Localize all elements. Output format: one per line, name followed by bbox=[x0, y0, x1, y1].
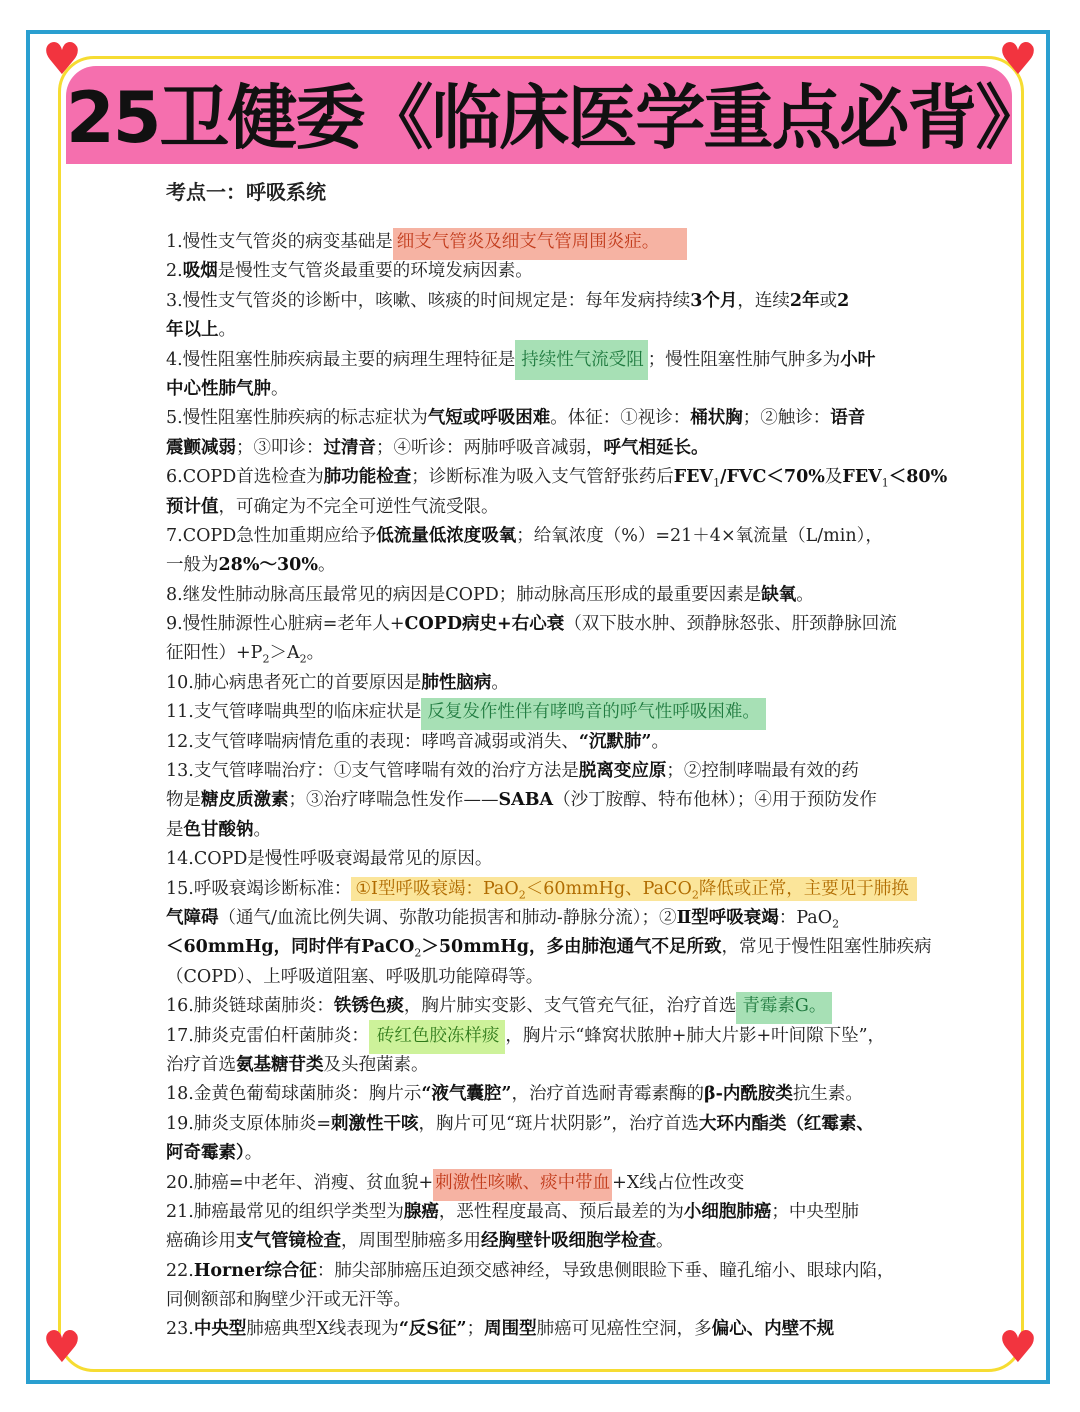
note-line: 20.肺癌=中老年、消瘦、贫血貌+ 刺激性咳嗽、痰中带血 +X线占位性改变 bbox=[166, 1169, 952, 1198]
note-line: 预计值，可确定为不完全可逆性气流受限。 bbox=[166, 496, 499, 517]
note-line: 3.慢性支气管炎的诊断中，咳嗽、咳痰的时间规定是：每年发病持续3个月，连续2年或2 bbox=[166, 290, 850, 311]
heart-icon: ♥ bbox=[42, 34, 82, 85]
note-line: 22.Horner综合征：肺尖部肺癌压迫颈交感神经，导致患侧眼睑下垂、瞳孔缩小、眼球内陷， bbox=[166, 1260, 895, 1281]
highlight-green: 反复发作性伴有哮鸣音的呼气性呼吸困难。 bbox=[421, 698, 766, 730]
note-line: （COPD）、上呼吸道阻塞、呼吸肌功能障碍等。 bbox=[166, 966, 544, 987]
highlight-green: 青霉素G。 bbox=[736, 992, 832, 1024]
note-line: 19.肺炎支原体肺炎=刺激性干咳，胸片可见“斑片状阴影”，治疗首选大环内酯类（红霉素、 bbox=[166, 1113, 874, 1134]
note-line: 10.肺心病患者死亡的首要原因是肺性脑病。 bbox=[166, 672, 509, 693]
section-title: 考点一：呼吸系统 bbox=[166, 180, 326, 204]
note-line: 6.COPD首选检查为肺功能检查；诊断标准为吸入支气管舒张药后$FEV_1/FVC<70\%$及$FEV_1<80\%$ bbox=[166, 467, 948, 490]
note-line: 17.肺炎克雷伯杆菌肺炎： 砖红色胶冻样痰 ，胸片示“蜂窝状脓肿+肺大片影+叶间隙下坠”， bbox=[166, 1022, 952, 1051]
note-line: 11.支气管哮喘典型的临床症状是 反复发作性伴有哮鸣音的呼气性呼吸困难。 bbox=[166, 698, 952, 727]
note-line: 7.COPD急性加重期应给予低流量低浓度吸氧；给氧浓度（%）=21＋4×氧流量（L/min）， bbox=[166, 525, 883, 546]
note-line: 2.吸烟是慢性支气管炎最重要的环境发病因素。 bbox=[166, 261, 533, 282]
note-line: 15.呼吸衰竭诊断标准： ①Ⅰ型呼吸衰竭：PaO$_2$＜60mmHg、PaCO$_2$降低或正常，主要见于肺换 bbox=[166, 875, 952, 904]
note-line: ＜60mmHg，同时伴有PaCO$_2$＞50mmHg，多由肺泡通气不足所致，常见于慢性阻塞性肺疾病 bbox=[166, 937, 932, 960]
heart-icon: ♥ bbox=[998, 34, 1038, 85]
note-line: 阿奇霉素）。 bbox=[166, 1143, 263, 1164]
note-line: 18.金黄色葡萄球菌肺炎：胸片示“液气囊腔”，治疗首选耐青霉素酶的β-内酰胺类抗生素。 bbox=[166, 1084, 863, 1105]
heart-icon: ♥ bbox=[42, 1322, 82, 1373]
highlight-yellow: ①Ⅰ型呼吸衰竭：PaO$_2$＜60mmHg、PaCO$_2$降低或正常，主要见于肺换 bbox=[351, 877, 916, 901]
note-line: 8.继发性肺动脉高压最常见的病因是COPD；肺动脉高压形成的最重要因素是缺氧。 bbox=[166, 584, 814, 605]
note-line: 震颤减弱；③叩诊：过清音；④听诊：两肺呼吸音减弱，呼气相延长。 bbox=[166, 437, 709, 458]
note-line: 21.肺癌最常见的组织学类型为腺癌，恶性程度最高、预后最差的为小细胞肺癌；中央型肺 bbox=[166, 1201, 859, 1222]
note-line: 气障碍（通气/血流比例失调、弥散功能损害和肺动-静脉分流）；②Ⅱ型呼吸衰竭：PaO$_2$ bbox=[166, 907, 840, 931]
highlight-red: 刺激性咳嗽、痰中带血 bbox=[433, 1169, 612, 1201]
note-line: 年以上。 bbox=[166, 320, 236, 341]
page-title: 25卫健委《临床医学重点必背》 bbox=[66, 77, 1044, 159]
note-line: 治疗首选氨基糖苷类及头孢菌素。 bbox=[166, 1054, 429, 1075]
note-line: 1.慢性支气管炎的病变基础是 细支气管炎及细支气管周围炎症。 bbox=[166, 228, 952, 257]
note-line: 5.慢性阻塞性肺疾病的标志症状为气短或呼吸困难。体征：①视诊：桶状胸；②触诊：语音 bbox=[166, 408, 866, 429]
notes-content bbox=[166, 228, 952, 1345]
highlight-green: 持续性气流受阻 bbox=[515, 340, 648, 380]
note-line: 23.中央型肺癌典型X线表现为“反S征”；周围型肺癌可见癌性空洞，多偏心、内壁不规 bbox=[166, 1319, 835, 1340]
note-line: 13.支气管哮喘治疗：①支气管哮喘有效的治疗方法是脱离变应原；②控制哮喘最有效的药 bbox=[166, 761, 859, 782]
highlight-red: 细支气管炎及细支气管周围炎症。 bbox=[393, 228, 688, 260]
note-line: 癌确诊用支气管镜检查，周围型肺癌多用经胸壁针吸细胞学检查。 bbox=[166, 1231, 674, 1252]
note-line: 征阳性）$+P_2>A_2$。 bbox=[166, 643, 325, 666]
note-line: 12.支气管哮喘病情危重的表现：哮鸣音减弱或消失、“沉默肺”。 bbox=[166, 731, 669, 752]
note-line: 中心性肺气肿。 bbox=[166, 378, 289, 399]
note-line: 16.肺炎链球菌肺炎：铁锈色痰，胸片肺实变影、支气管充气征，治疗首选 青霉素G。 bbox=[166, 992, 952, 1021]
highlight-lime: 砖红色胶冻样痰 bbox=[369, 1020, 506, 1054]
heart-icon: ♥ bbox=[998, 1322, 1038, 1373]
note-line: 是色甘酸钠。 bbox=[166, 819, 271, 840]
note-line: 14.COPD是慢性呼吸衰竭最常见的原因。 bbox=[166, 849, 493, 870]
note-line: 物是糖皮质激素；③治疗哮喘急性发作——SABA（沙丁胺醇、特布他林）；④用于预防发作 bbox=[166, 790, 877, 811]
note-line: 一般为28%～30%。 bbox=[166, 555, 336, 576]
note-line: 同侧额部和胸壁少汗或无汗等。 bbox=[166, 1290, 411, 1311]
note-line: 9.慢性肺源性心脏病=老年人+COPD病史+右心衰（双下肢水肿、颈静脉怒张、肝颈静脉回流 bbox=[166, 614, 897, 635]
note-line: 4.慢性阻塞性肺疾病最主要的病理生理特征是 持续性气流受阻 ；慢性阻塞性肺气肿多为小叶 bbox=[166, 346, 952, 375]
